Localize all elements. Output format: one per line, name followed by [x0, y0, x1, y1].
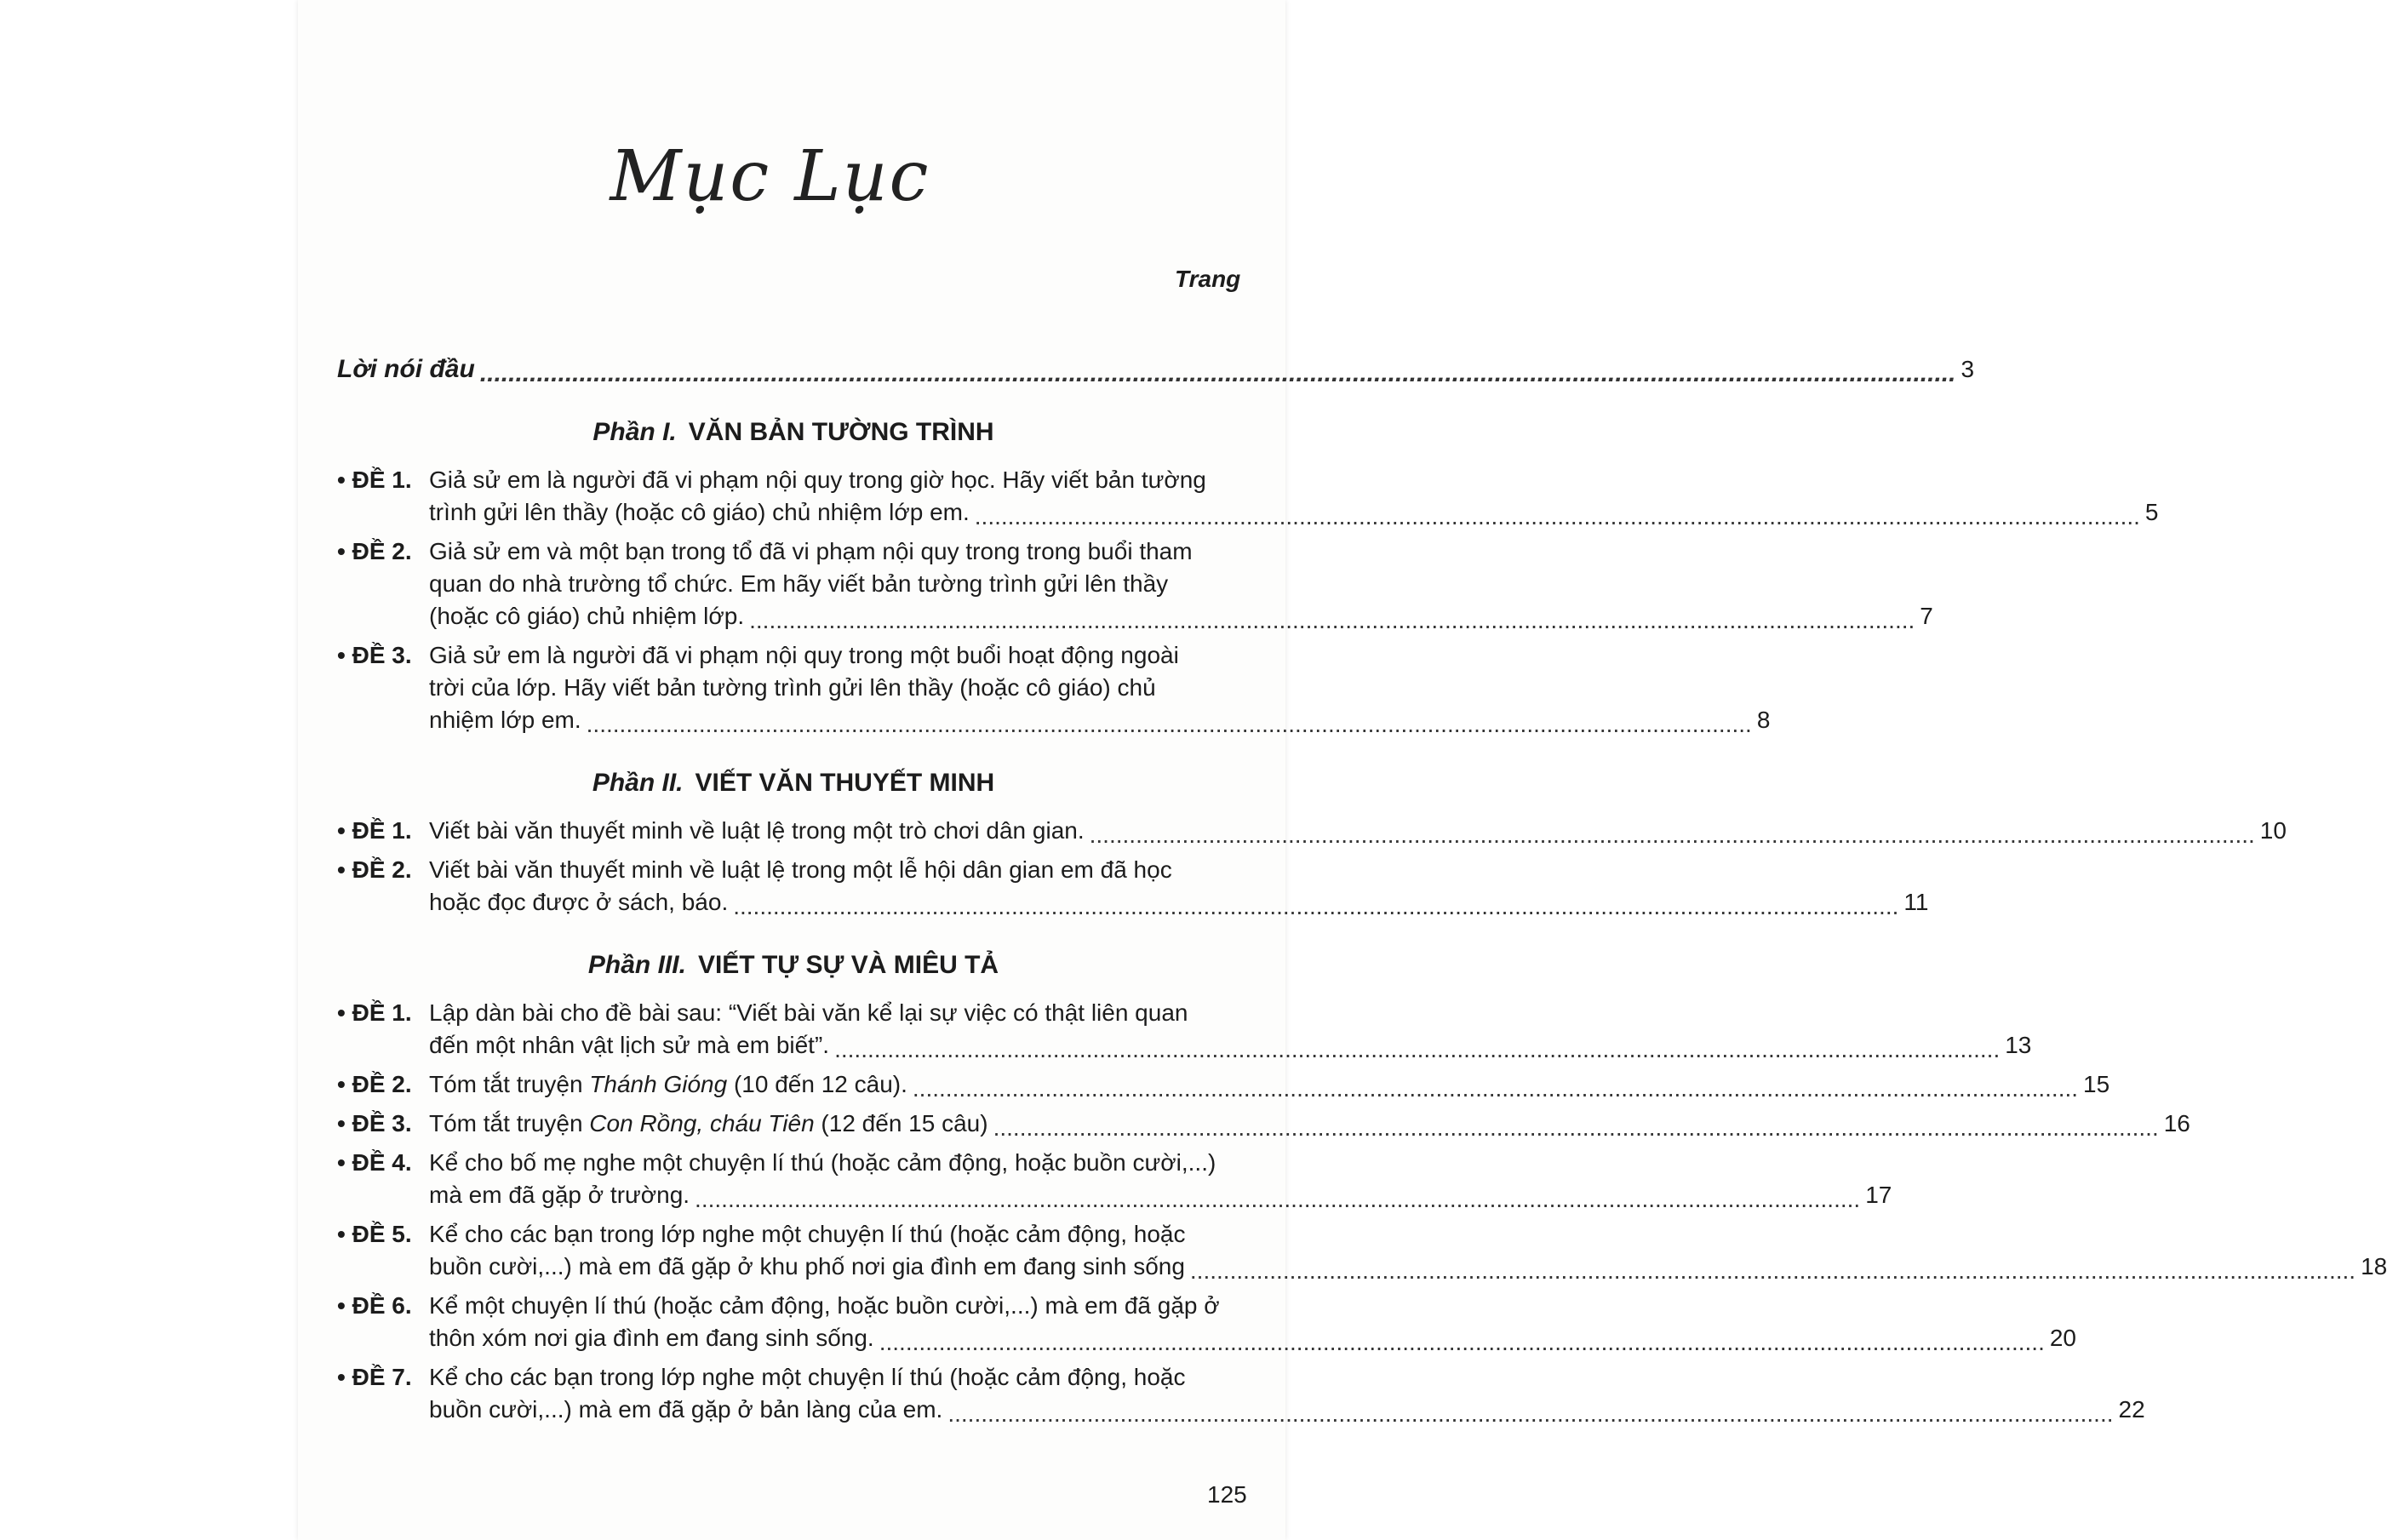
entry-text-suffix: (12 đến 15 câu) [814, 1110, 988, 1136]
entry-text-line: đến một nhân vật lịch sử mà em biết”. [429, 1032, 830, 1058]
bullet-label: • ĐỀ 2. [337, 538, 412, 564]
leader-dots: ................................................................................................................................................................................ [993, 1114, 2159, 1141]
toc-entry[interactable] [337, 535, 1933, 633]
bullet-label: • ĐỀ 1. [337, 817, 412, 844]
work-title: Thánh Gióng [589, 1071, 728, 1097]
section-heading [337, 767, 1250, 799]
toc-page-number: 8 [1756, 707, 1771, 733]
leader-dots: ................................................................................................................................................................................ [586, 711, 1752, 737]
entry-text-line: Kể cho các bạn trong lớp nghe một chuyện lí thú (hoặc cảm động, hoặc [429, 1364, 1186, 1390]
toc-page-number: 10 [2259, 817, 2287, 844]
entry-last-line [429, 1029, 2032, 1062]
entry-label: ĐỀ 2. [352, 1071, 412, 1097]
entry-label: ĐỀ 3. [352, 642, 412, 668]
toc-intro-row[interactable] [337, 353, 1975, 387]
entry-last-line [429, 1068, 2110, 1102]
leader-dots: ................................................................................................................................................................................ [1189, 1257, 2356, 1284]
entry-label: ĐỀ 3. [352, 1110, 412, 1136]
toc-entry[interactable] [337, 1361, 2145, 1427]
entry-text-line: trình gửi lên thầy (hoặc cô giáo) chủ nhiệm lớp em. [429, 499, 970, 525]
entry-last-line [429, 815, 2287, 848]
leader-dots: ................................................................................................................................................................................ [834, 1036, 2001, 1062]
leader-dots: ................................................................................................................................................................................ [695, 1186, 1861, 1212]
entry-text-line: Giả sử em là người đã vi phạm nội quy trong giờ học. Hãy viết bản tường [429, 467, 1206, 493]
entry-text-line: nhiệm lớp em. [429, 707, 581, 733]
page-number: 125 [1207, 1481, 1247, 1508]
entry-last-line [429, 704, 1771, 737]
section-heading [337, 949, 1250, 982]
bullet-label: • ĐỀ 6. [337, 1292, 412, 1319]
entry-text-line: quan do nhà trường tổ chức. Em hãy viết bản tường trình gửi lên thầy [429, 570, 1169, 597]
bullet-label: • ĐỀ 3. [337, 1110, 412, 1136]
section-heading [337, 416, 1250, 449]
toc-page-number: 5 [2144, 499, 2159, 525]
entry-last-line [429, 496, 2159, 530]
entry-last-line [429, 1394, 2145, 1427]
entry-label: ĐỀ 7. [352, 1364, 412, 1390]
toc-entry[interactable] [337, 1108, 2190, 1141]
entry-text-line: trời của lớp. Hãy viết bản tường trình gửi lên thầy (hoặc cô giáo) chủ [429, 674, 1156, 701]
entry-text-line: Viết bài văn thuyết minh về luật lệ trong một trò chơi dân gian. [429, 817, 1085, 844]
leader-dots: ................................................................................................................................................................................ [1089, 822, 2255, 848]
entry-text-line: mà em đã gặp ở trường. [429, 1182, 690, 1208]
toc-entry[interactable] [337, 1290, 2077, 1355]
entry-label: ĐỀ 4. [352, 1149, 412, 1176]
toc-page-number: 17 [1865, 1182, 1892, 1208]
section-part-label: Phần I. [592, 418, 677, 446]
leader-dots: ................................................................................................................................................................................ [947, 1400, 2114, 1427]
section-name: VIẾT TỰ SỰ VÀ MIÊU TẢ [697, 951, 999, 979]
entry-text-line: Kể cho bố mẹ nghe một chuyện lí thú (hoặc cảm động, hoặc buồn cười,...) [429, 1149, 1216, 1176]
bullet-label: • ĐỀ 4. [337, 1149, 412, 1176]
bullet-label: • ĐỀ 2. [337, 856, 412, 883]
bullet-label: • ĐỀ 5. [337, 1221, 412, 1247]
bullet-label: • ĐỀ 2. [337, 1071, 412, 1097]
toc-page-number: 15 [2083, 1071, 2110, 1097]
entry-text-line: Giả sử em và một bạn trong tổ đã vi phạm nội quy trong trong buổi tham [429, 538, 1193, 564]
toc-entry[interactable] [337, 854, 1929, 919]
bullet-label: • ĐỀ 1. [337, 467, 412, 493]
entry-text-line [429, 1068, 907, 1101]
toc-page-number: 16 [2163, 1110, 2190, 1136]
entry-text-line: Lập dàn bài cho đề bài sau: “Viết bài văn kể lại sự việc có thật liên quan [429, 999, 1188, 1026]
section-part-label: Phần III. [587, 951, 686, 979]
toc-page-number: 18 [2361, 1253, 2387, 1280]
leader-dots: ................................................................................................................................................................................ [912, 1075, 2079, 1102]
section-name: VĂN BẢN TƯỜNG TRÌNH [688, 418, 994, 446]
leader-dots: ................................................................................................................................................................................................................ [479, 359, 1956, 387]
entry-text-line: hoặc đọc được ở sách, báo. [429, 889, 729, 915]
entry-label: ĐỀ 5. [352, 1221, 412, 1247]
toc-page-number: 7 [1920, 603, 1933, 629]
toc-entry[interactable] [337, 1147, 1892, 1212]
entry-label: ĐỀ 1. [352, 467, 412, 493]
bullet-label: • ĐỀ 1. [337, 999, 412, 1026]
leader-dots: ................................................................................................................................................................................ [879, 1329, 2045, 1355]
toc-page-number: 22 [2118, 1396, 2145, 1423]
toc-entry[interactable] [337, 997, 2032, 1062]
bullet-label: • ĐỀ 7. [337, 1364, 412, 1390]
toc-entry[interactable] [337, 639, 1771, 737]
entry-text-line: Viết bài văn thuyết minh về luật lệ trong một lễ hội dân gian em đã học [429, 856, 1172, 883]
page-column-header: Trang [1175, 266, 1241, 292]
toc-entry[interactable] [337, 815, 2287, 848]
entry-label: ĐỀ 6. [352, 1292, 412, 1319]
table-of-contents [337, 353, 2387, 1433]
entry-last-line [429, 1322, 2077, 1355]
toc-entry[interactable] [337, 464, 2159, 530]
leader-dots: ................................................................................................................................................................................ [733, 893, 1899, 919]
toc-entry[interactable] [337, 1068, 2110, 1102]
section-name: VIẾT VĂN THUYẾT MINH [695, 769, 995, 797]
entry-text-prefix: Tóm tắt truyện [429, 1110, 590, 1136]
section-part-label: Phần II. [592, 769, 684, 797]
entry-last-line [429, 1108, 2190, 1141]
toc-page-number: 3 [1961, 356, 1975, 382]
toc-page-number: 13 [2005, 1032, 2032, 1058]
entry-last-line [429, 1179, 1892, 1212]
toc-entry[interactable] [337, 1218, 2387, 1284]
entry-text-line: buồn cười,...) mà em đã gặp ở khu phố nơi gia đình em đang sinh sống [429, 1253, 1185, 1280]
work-title: Con Rồng, cháu Tiên [589, 1110, 815, 1136]
leader-dots: ................................................................................................................................................................................ [749, 607, 1915, 633]
entry-text-line: (hoặc cô giáo) chủ nhiệm lớp. [429, 603, 745, 629]
toc-page-number: 20 [2049, 1325, 2077, 1351]
toc-intro-label: Lời nói đầu [337, 355, 475, 383]
entry-text-suffix: (10 đến 12 câu). [727, 1071, 907, 1097]
entry-last-line [429, 600, 1933, 633]
entry-last-line [429, 1251, 2387, 1284]
entry-label: ĐỀ 1. [352, 999, 412, 1026]
entry-label: ĐỀ 2. [352, 538, 412, 564]
toc-page-number: 11 [1903, 889, 1929, 915]
entry-text-line: thôn xóm nơi gia đình em đang sinh sống. [429, 1325, 874, 1351]
leader-dots: ................................................................................................................................................................................ [974, 503, 2140, 530]
entry-text-line: Kể một chuyện lí thú (hoặc cảm động, hoặc buồn cười,...) mà em đã gặp ở [429, 1292, 1220, 1319]
entry-label: ĐỀ 1. [352, 817, 412, 844]
page-title: Mục Lục [610, 136, 930, 217]
entry-last-line [429, 886, 1929, 919]
entry-label: ĐỀ 2. [352, 856, 412, 883]
entry-text-line: Giả sử em là người đã vi phạm nội quy trong một buổi hoạt động ngoài [429, 642, 1179, 668]
entry-text-line: buồn cười,...) mà em đã gặp ở bản làng của em. [429, 1396, 943, 1423]
bullet-label: • ĐỀ 3. [337, 642, 412, 668]
entry-text-line: Kể cho các bạn trong lớp nghe một chuyện lí thú (hoặc cảm động, hoặc [429, 1221, 1186, 1247]
entry-text-line [429, 1108, 988, 1140]
entry-text-prefix: Tóm tắt truyện [429, 1071, 590, 1097]
